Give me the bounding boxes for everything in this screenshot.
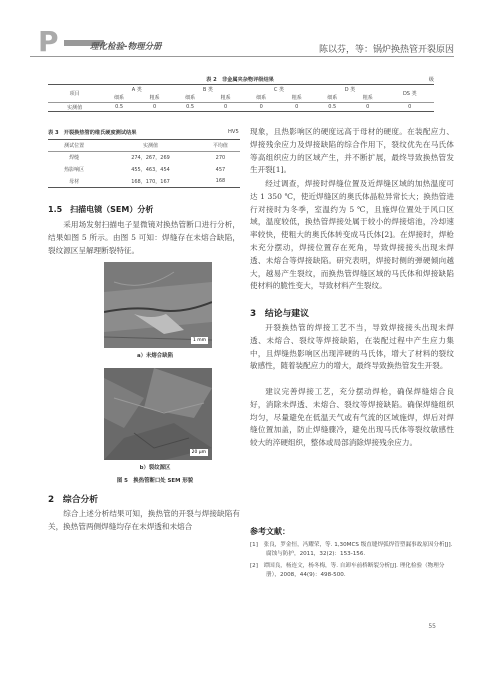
section-2-title: 2 综合分析 — [48, 495, 99, 505]
table2-sub: 细系 — [185, 95, 196, 102]
table-cell: 焊缝 — [69, 155, 80, 162]
section-3-title: 3 结论与建议 — [250, 309, 309, 319]
table2-group-b: B 类 — [172, 85, 243, 94]
table3-header: 平均值 — [201, 140, 240, 152]
table-row — [48, 176, 240, 188]
table2-unit: 级 — [428, 77, 434, 83]
journal-name: 理化检验-物理分册 — [90, 42, 162, 52]
section-2-paragraph: 综合上述分析结果可知，换热管的开裂与焊接缺陷有关，换热管两侧焊缝均存在未焊透和未熔合 — [48, 509, 240, 531]
table2-sub: 粗系 — [362, 95, 373, 102]
logo-mark: P — [38, 25, 57, 58]
sem-image-a — [104, 262, 212, 348]
table3-unit: HV5 — [228, 129, 239, 135]
table2-row-label: 实测值 — [48, 103, 101, 112]
table2 — [48, 84, 434, 112]
reference-item: [2] 谭国良，杨连文，杨冬梅，等. 自卸车前桥断裂分析[J]. 理化检验（物理分册），2008，44(9)：498-500. — [250, 563, 445, 579]
table2-sub: 细系 — [327, 95, 338, 102]
figure-a-label: a）未熔合缺陷 — [137, 353, 173, 359]
running-title: 陈以芬，等：锅炉换热管开裂原因 — [318, 45, 454, 55]
table-cell: 0 — [243, 103, 279, 112]
table2-caption: 表 2 非金属夹杂物评级结果 — [206, 77, 274, 83]
right-paragraph-1: 现象，且热影响区的硬度远高于母材的硬度。在装配应力、焊接残余应力及焊接缺陷的综合作用下，裂纹优先在马氏体等高组织应力的区域产生，并不断扩展，最终导致换热管发生开裂[1]。 — [250, 127, 454, 175]
page-header — [0, 20, 480, 58]
scale-bar-a: 1 mm — [192, 338, 206, 343]
table-cell: 168 — [201, 176, 240, 188]
table2-col-item: 项目 — [48, 85, 101, 103]
table-cell: 0 — [208, 103, 244, 112]
table-cell: 0.5 — [101, 103, 137, 112]
table-row — [48, 164, 240, 176]
table2-sub: 粗系 — [291, 95, 302, 102]
sem-figure-b — [104, 368, 212, 460]
right-paragraph-3: 开裂换热管的焊接工艺不当，导致焊接接头出现未焊透、未熔合、裂纹等焊接缺陷，在装配过程中产生应力集中，且焊缝热影响区出现淬硬的马氏体，增大了材料的裂纹敏感性，随着装配应力的增大，最终导致换热管发生开裂。 — [250, 323, 454, 371]
reference-item: [1] 张良，罗金恒，冯耀荣，等. 1,30MCS 级直缝焊弧焊管塑漏事故原因分析[J]. 腐蚀与防护，2011，32(2)：153-156. — [250, 542, 453, 558]
table2-col-ds: DS 类 — [386, 85, 434, 103]
table-cell: 274，267，269 — [131, 155, 170, 162]
table-cell: 0 — [386, 103, 434, 112]
table2-group-c: C 类 — [243, 85, 314, 94]
table-row — [48, 103, 434, 112]
figure-caption: 图 5 换热管断口处 SEM 形貌 — [116, 478, 194, 484]
table3-header: 实测值 — [100, 140, 201, 152]
table2-sub: 细系 — [114, 95, 125, 102]
table-cell: 0 — [350, 103, 386, 112]
table-cell: 0 — [137, 103, 173, 112]
section-1-5-title: 1.5 扫描电镜（SEM）分析 — [48, 205, 154, 214]
table2-group-a: A 类 — [101, 85, 172, 94]
table-cell: 热影响区 — [64, 167, 85, 173]
table-cell: 0.5 — [172, 103, 208, 112]
right-paragraph-2: 经过调查，焊接时焊缝位置及近焊缝区域的加热温度可达 1 350 ℃，使近焊缝区的奥氏体晶粒异常长大；换热管进行对接时为冬季，室温约为 5 ℃，且施焊位置处于风口区域，温度较低，换热管焊接处属于较小的焊接熔池，冷却速率较快，使粗大的奥氏体转变成马氏体[2]。在焊接时，焊枪未充分摆动，焊接位置存在死角，导致焊接接头出现未焊透、未熔合等焊接缺陷。研究表明，焊接时侧的弹硬倾向越大，越易产生裂纹，而换热管焊缝区域的马氏体和焊接缺陷使材料的脆性变大，导致材料产生裂纹。 — [250, 179, 454, 291]
table-row — [48, 152, 240, 164]
table2-sub: 细系 — [256, 95, 267, 102]
table-cell: 0 — [279, 103, 315, 112]
table-cell: 0.5 — [314, 103, 350, 112]
table-cell: 168，170，167 — [100, 176, 201, 188]
references-title: 参考文献： — [250, 527, 290, 536]
header-rule — [30, 56, 454, 57]
table3-caption: 表 3 开裂换热管的维氏硬度测试结果 — [48, 130, 137, 136]
table-cell: 270 — [215, 154, 226, 161]
sem-figure-a — [104, 262, 212, 348]
table2-sub: 粗系 — [149, 95, 160, 102]
table3-header: 测试位置 — [48, 140, 100, 152]
sem-image-b — [104, 368, 212, 460]
table2-group-d: D 类 — [314, 85, 385, 94]
right-paragraph-4: 建议完善焊接工艺，充分摆动焊枪，确保焊缝熔合良好，消除未焊透、未熔合、裂纹等焊接缺陷。确保焊缝组织均匀，尽量避免在低温天气或有气流的区域施焊，焊后对焊缝位置加盖，防止焊缝骤冷，避免出现马氏体等裂纹敏感性较大的淬硬组织，整体或局部消除焊接残余应力。 — [250, 387, 454, 448]
table-cell: 455，463，454 — [131, 167, 170, 173]
section-1-5-paragraph: 采用场发射扫描电子显微镜对换热管断口进行分析，结果如图 5 所示。由图 5 可知：焊缝存在未熔合缺陷，裂纹源区呈解理断裂特征。 — [48, 220, 240, 255]
page-number: 55 — [428, 623, 436, 630]
table-cell: 母材 — [48, 176, 100, 188]
figure-b-label: b）裂纹源区 — [139, 465, 171, 471]
scale-bar-b: 20 μm — [191, 450, 206, 455]
table2-sub: 粗系 — [220, 95, 231, 102]
table3 — [48, 139, 240, 188]
journal-logo — [30, 20, 162, 58]
table-cell: 457 — [215, 166, 226, 173]
